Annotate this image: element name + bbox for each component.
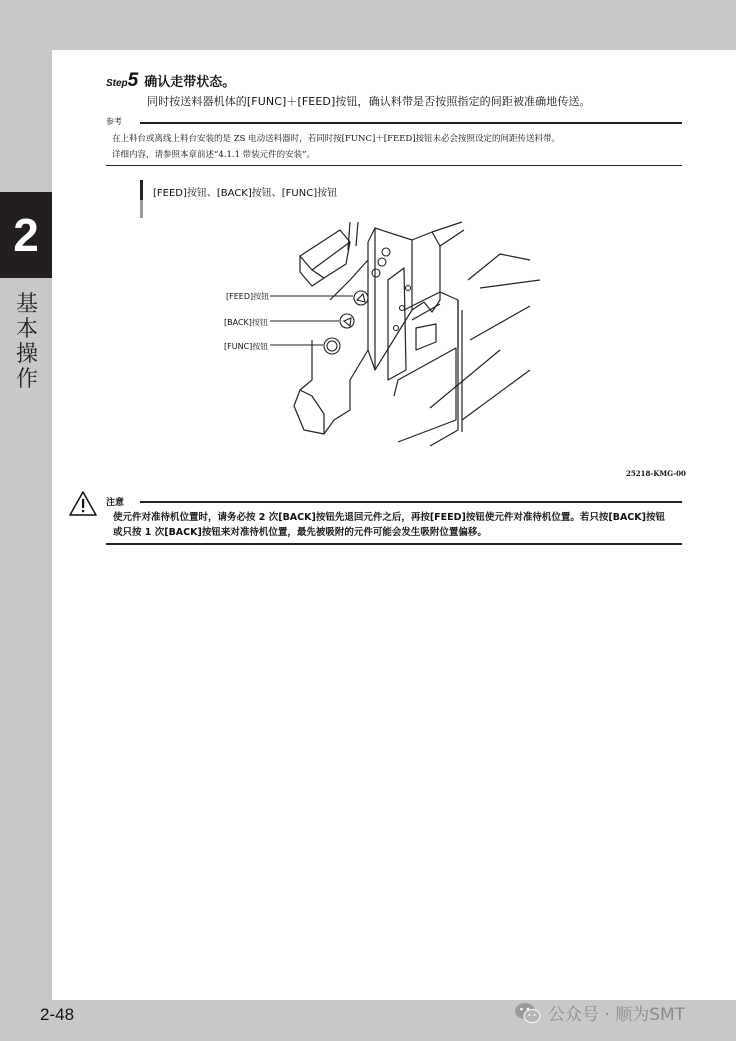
watermark-text: 公众号 · 顺为SMT [548, 1005, 686, 1025]
chapter-title-char: 作 [15, 367, 38, 392]
caution-text [113, 510, 665, 540]
step-number: 5 [127, 70, 139, 91]
caution-divider [140, 501, 682, 503]
figure-id: 25218-KMG-00 [626, 469, 686, 478]
chapter-title-char: 本 [15, 317, 38, 342]
back-button-label: [BACK]按钮 [224, 318, 268, 327]
reference-line: 详细内容，请参照本章前述“4.1.1 带装元件的安装”。 [112, 150, 316, 160]
chapter-title-char: 基 [15, 292, 38, 317]
reference-text [112, 131, 560, 163]
warning-icon [68, 490, 98, 518]
caution-line-text: 使元件对准待机位置时，请务必按 2 次[BACK]按钮先退回元件之后，再按[FEED]按钮使元件对准待机位置。若只按[BACK]按钮 [113, 512, 665, 523]
watermark [514, 1000, 685, 1025]
step-title: 确认走带状态。 [144, 75, 236, 90]
step-description: 同时按送料器机体的[FUNC]＋[FEED]按钮，确认料带是否按照指定的间距被准确地传送。 [147, 95, 591, 108]
reference-divider [140, 122, 682, 124]
chapter-title-char: 操 [15, 342, 38, 367]
caution-line-text: 或只按 1 次[BACK]按钮来对准待机位置，最先被吸附的元件可能会发生吸附位置偏移。 [113, 527, 487, 538]
func-button-label: [FUNC]按钮 [224, 342, 269, 351]
figure-caption: [FEED]按钮、[BACK]按钮、[FUNC]按钮 [153, 188, 338, 199]
figure-caption-marker [140, 180, 143, 218]
page-number: 2-48 [40, 1005, 75, 1024]
wechat-icon [514, 1001, 542, 1025]
caution-label: 注意 [106, 498, 125, 508]
chapter-title [10, 292, 44, 392]
feed-button-label: [FEED]按钮 [226, 292, 270, 301]
chapter-tab [0, 192, 52, 278]
chapter-number: 2 [13, 209, 39, 261]
feeder-illustration [200, 220, 540, 450]
step-heading [106, 70, 235, 92]
caution-bottom-divider [106, 543, 682, 545]
reference-bottom-divider [106, 165, 682, 166]
reference-label: 参考 [106, 117, 122, 126]
reference-line: 在上料台或离线上料台安装的是 ZS 电动送料器时，若同时按[FUNC]＋[FEED]按钮未必会按照设定的间距传送料带。 [112, 134, 561, 144]
step-word: Step [106, 78, 128, 89]
